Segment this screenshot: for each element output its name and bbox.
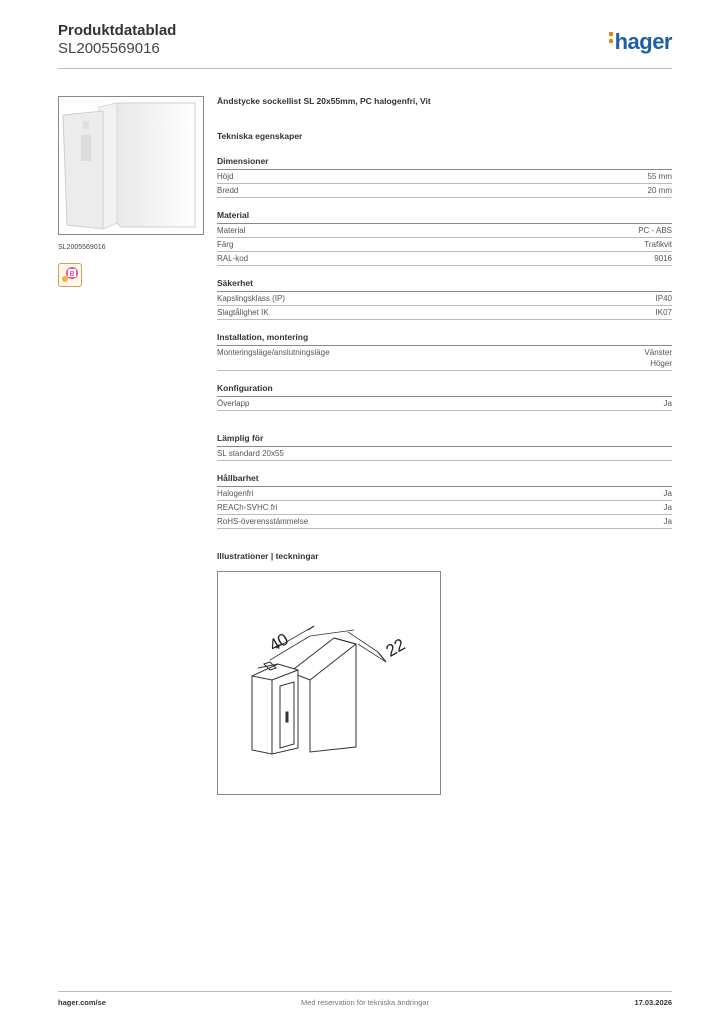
- spec-value: Ja: [663, 489, 672, 498]
- footer-date: 17.03.2026: [634, 998, 672, 1007]
- illustrations-heading: Illustrationer | teckningar: [217, 551, 319, 561]
- header-divider: [58, 68, 672, 69]
- spec-label: RAL-kod: [217, 254, 249, 263]
- spec-row: [217, 292, 672, 306]
- spec-content: [217, 96, 672, 541]
- page-header: [58, 22, 672, 58]
- dimension-drawing-icon: [218, 572, 440, 794]
- section-title: Lämplig för: [217, 433, 672, 447]
- product-title: Ändstycke sockellist SL 20x55mm, PC halogenfri, Vit: [217, 96, 431, 106]
- svg-text:B: B: [69, 271, 75, 278]
- spec-label: Kapslingsklass (IP): [217, 294, 286, 303]
- halogen-free-badge-icon: [58, 263, 82, 287]
- product-code: SL2005569016: [58, 40, 160, 57]
- photo-caption: SL2005569016: [58, 244, 106, 251]
- tech-heading: Tekniska egenskaper: [217, 131, 303, 141]
- spec-value: 9016: [654, 254, 672, 263]
- section-title: Material: [217, 210, 672, 224]
- spec-row: [217, 515, 672, 529]
- section-title: Dimensioner: [217, 156, 672, 170]
- spec-label: Bredd: [217, 186, 239, 195]
- hager-logo: [609, 29, 672, 55]
- footer-disclaimer: Med reservation för tekniska ändringar: [301, 998, 429, 1007]
- spec-label: RoHS-överensstämmelse: [217, 517, 309, 526]
- spec-value: Vänster Höger: [644, 348, 672, 368]
- spec-label: REACh-SVHC fri: [217, 503, 278, 512]
- section-title: Installation, montering: [217, 332, 672, 346]
- section-material: [217, 210, 672, 266]
- spec-row: [217, 306, 672, 320]
- spec-value: 20 mm: [647, 186, 672, 195]
- spec-row: [217, 238, 672, 252]
- footer-divider: [58, 991, 672, 992]
- logo-dots-icon: [609, 32, 613, 46]
- section-installation: [217, 332, 672, 371]
- section-title: Hållbarhet: [217, 473, 672, 487]
- product-photo: [58, 96, 204, 235]
- spec-value: 55 mm: [647, 172, 672, 181]
- spec-row: [217, 447, 672, 461]
- footer-website-link[interactable]: hager.com/se: [58, 998, 106, 1007]
- spec-label: Slagtålighet IK: [217, 308, 269, 317]
- dimension-depth: 22: [382, 634, 409, 661]
- logo-text: hager: [614, 29, 672, 54]
- spec-label: Halogenfri: [217, 489, 254, 498]
- spec-row: [217, 346, 672, 371]
- spec-label: Monteringsläge/anslutningsläge: [217, 348, 330, 357]
- section-configuration: [217, 383, 672, 411]
- spec-label: Material: [217, 226, 246, 235]
- document-title: Produktdatablad: [58, 22, 177, 39]
- section-sustainability: [217, 473, 672, 529]
- spec-value: IK07: [655, 308, 672, 317]
- section-safety: [217, 278, 672, 320]
- dimension-width: 40: [265, 629, 292, 656]
- spec-value: PC - ABS: [638, 226, 672, 235]
- technical-drawing: [217, 571, 441, 795]
- spec-row: [217, 501, 672, 515]
- section-title: Konfiguration: [217, 383, 672, 397]
- section-dimensions: [217, 156, 672, 198]
- spec-label: Överlapp: [217, 399, 250, 408]
- spec-value: Ja: [663, 517, 672, 526]
- spec-row: [217, 224, 672, 238]
- section-title: Säkerhet: [217, 278, 672, 292]
- spec-row: [217, 487, 672, 501]
- spec-row: [217, 397, 672, 411]
- spec-row: [217, 170, 672, 184]
- spec-row: [217, 252, 672, 266]
- spec-value: Ja: [663, 399, 672, 408]
- spec-value: Ja: [663, 503, 672, 512]
- spec-value: IP40: [655, 294, 672, 303]
- end-piece-photo-icon: [59, 97, 203, 234]
- spec-value: Trafikvit: [644, 240, 672, 249]
- spec-label: Höjd: [217, 172, 234, 181]
- spec-row: [217, 184, 672, 198]
- spec-label: SL standard 20x55: [217, 449, 284, 458]
- spacer: [217, 423, 672, 433]
- section-suitable-for: [217, 433, 672, 461]
- spec-label: Färg: [217, 240, 234, 249]
